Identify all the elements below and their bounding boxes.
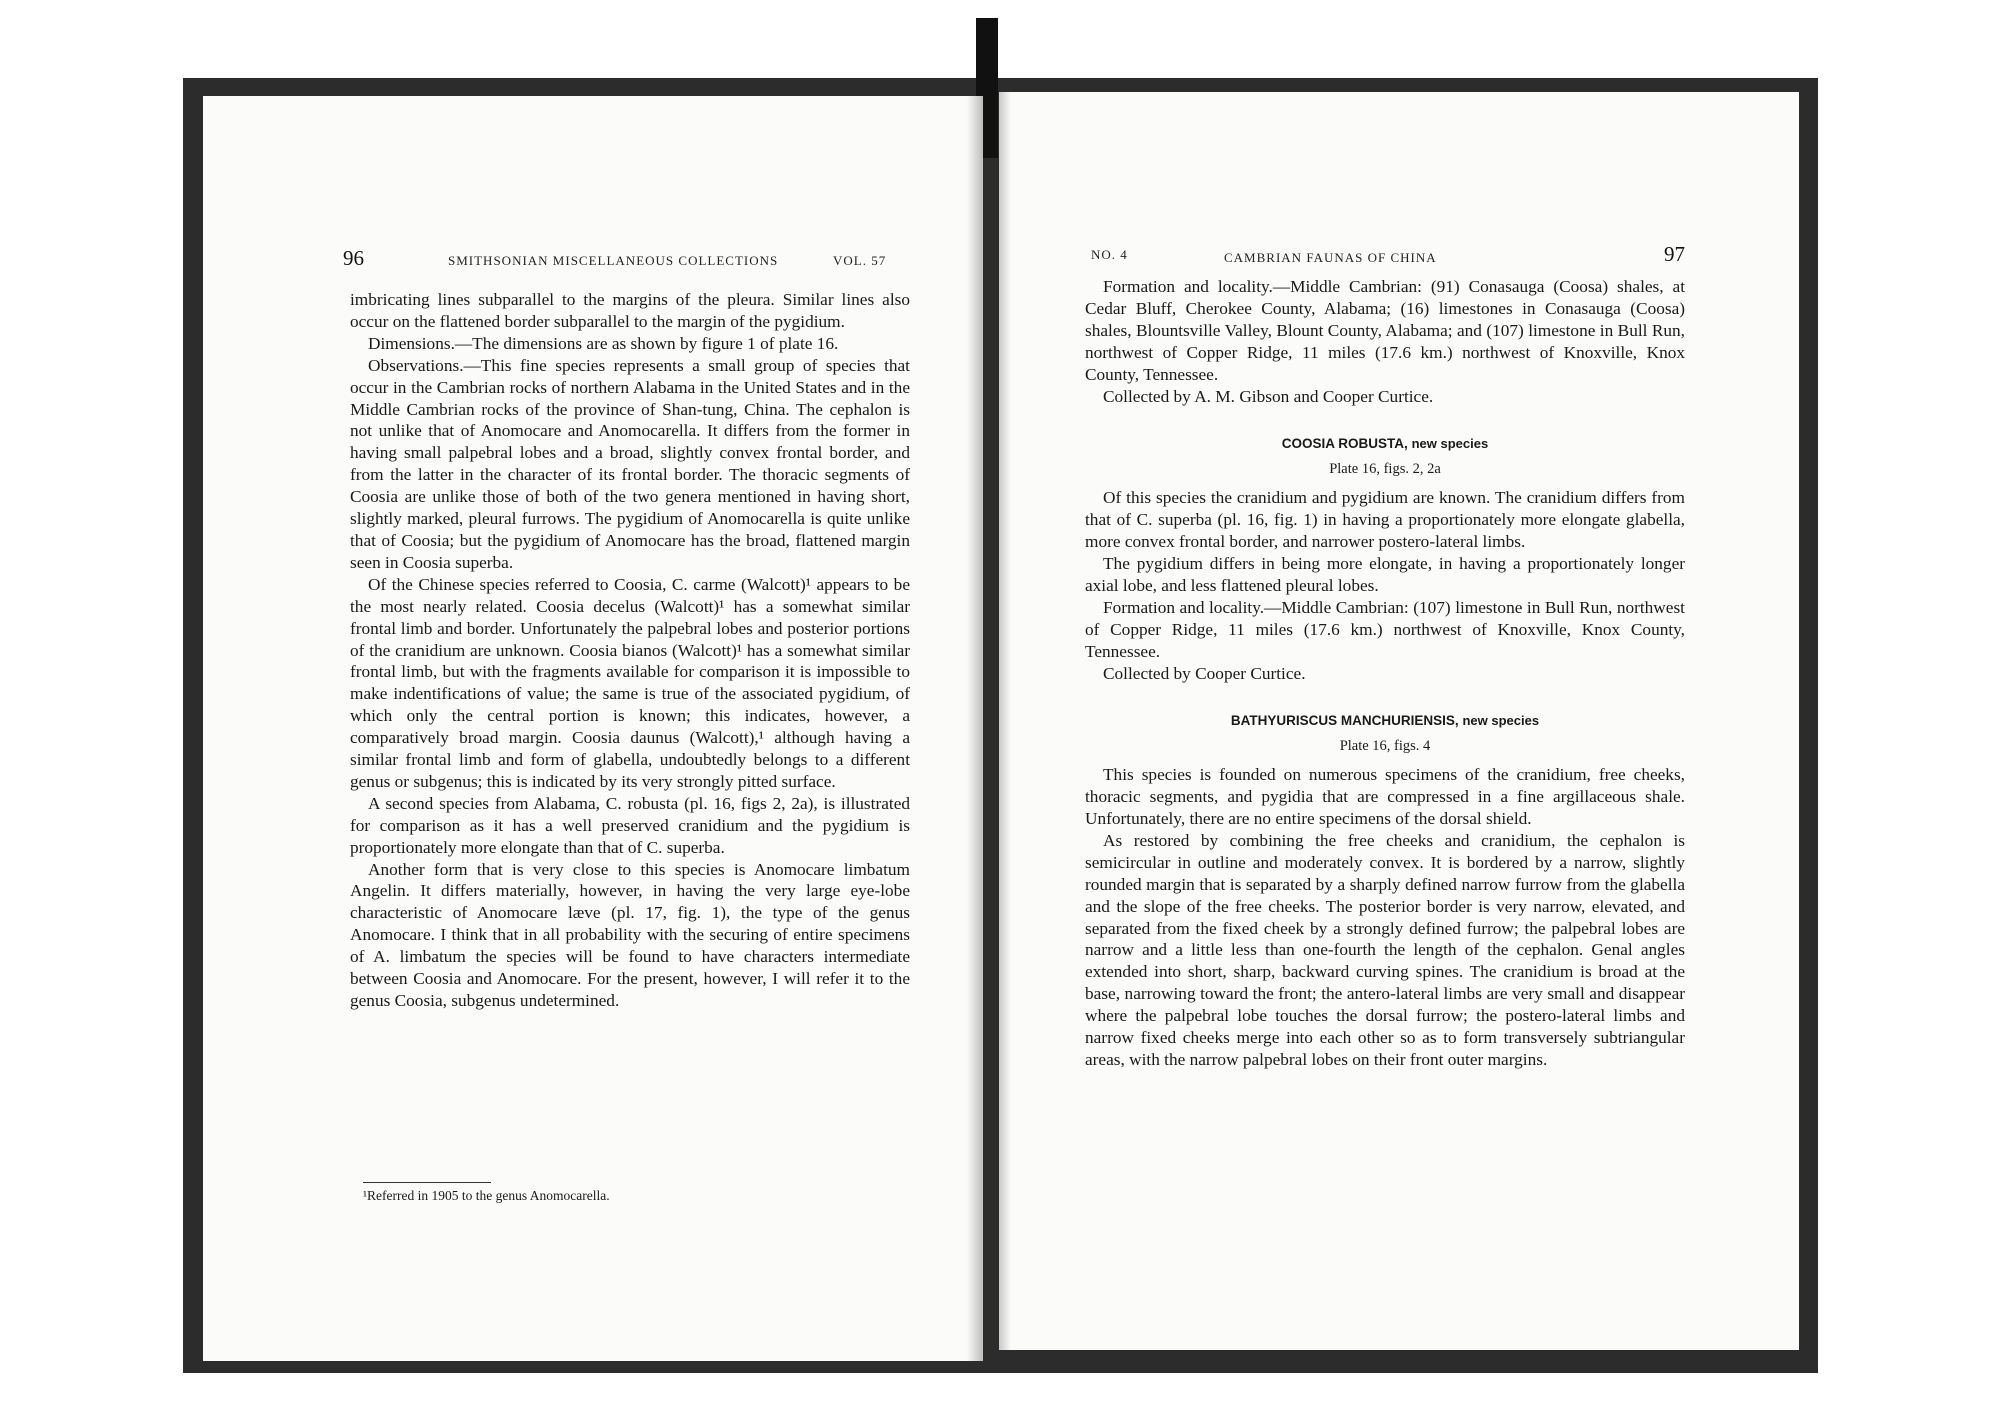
paragraph: Collected by Cooper Curtice. bbox=[1103, 663, 1306, 683]
species-heading bbox=[1085, 433, 1685, 455]
paragraph: Formation and locality.—Middle Cambrian: (107) limestone in Bull Run, northwest of Copper Ridge, 11 miles (17.6 km.) northwest of Knoxville, Knox County, Tennessee. bbox=[1085, 597, 1685, 661]
paragraph: imbricating lines subparallel to the margins of the pleura. Similar lines also occur on the flattened border subparallel to the margin of the pygidium. bbox=[350, 290, 910, 331]
species-heading bbox=[1085, 710, 1685, 732]
right-body-text bbox=[1085, 276, 1685, 1071]
species-qualifier: new species bbox=[1411, 436, 1489, 452]
paragraph: Another form that is very close to this species is Anomocare limbatum Angelin. It differs materially, however, in having the very large eye-lobe characteristic of Anomocare læve (pl. 17, fig. 1), the type of the genus Anomocare. I think that in all probability with the securing of entire specimens of A. limbatum the species will be found to have characters intermediate between Coosia and Anomocare. For the present, however, I will refer it to the genus Coosia, subgenus undetermined. bbox=[350, 859, 910, 1010]
right-page bbox=[999, 92, 1799, 1350]
open-book bbox=[183, 78, 1818, 1373]
plate-reference: Plate 16, figs. 4 bbox=[1339, 738, 1431, 755]
paragraph: This species is founded on numerous specimens of the cranidium, free cheeks, thoracic segments, and pygidia that are compressed in a fine argillaceous shale. Unfortunately, there are no entire specimens of the dorsal shield. bbox=[1085, 765, 1685, 829]
number-label: NO. 4 bbox=[1091, 247, 1128, 262]
paragraph: A second species from Alabama, C. robusta (pl. 16, figs 2, 2a), is illustrated for comparison as it has a well preserved cranidium and the pygidium is proportionately more elongate than that of C. superba. bbox=[350, 793, 910, 857]
page-number: 97 bbox=[1664, 242, 1685, 266]
plate-reference: Plate 16, figs. 2, 2a bbox=[1329, 461, 1441, 478]
species-name: COOSIA ROBUSTA, bbox=[1281, 436, 1408, 452]
running-head: CAMBRIAN FAUNAS OF CHINA bbox=[1224, 250, 1437, 265]
paragraph: The pygidium differs in being more elongate, in having a proportionately longer axial lobe, and less flattened pleural lobes. bbox=[1085, 553, 1685, 595]
species-name: BATHYURISCUS MANCHURIENSIS, bbox=[1230, 713, 1459, 729]
running-head: SMITHSONIAN MISCELLANEOUS COLLECTIONS bbox=[448, 253, 779, 268]
paragraph: Of the Chinese species referred to Coosia, C. carme (Walcott)¹ appears to be the most nearly related. Coosia decelus (Walcott)¹ has a somewhat similar frontal limb and border. Unfortunately the palpebral lobes and posterior portions of the cranidium are unknown. Coosia bianos (Walcott)¹ has a somewhat similar frontal limb, but with the fragments available for comparison it is impossible to make indentifications of value; the same is true of the associated pygidium, of which only the central portion is known; this indicates, however, a comparatively broad margin. Coosia daunus (Walcott),¹ although having a similar frontal limb and form of glabella, undoubtedly belongs to a different genus or subgenus; this is indicated by its very strongly pitted surface. bbox=[350, 574, 910, 791]
paragraph: Collected by A. M. Gibson and Cooper Curtice. bbox=[1103, 386, 1434, 406]
page-number: 96 bbox=[343, 246, 364, 270]
paragraph: Observations.—This fine species represents a small group of species that occur in the Cambrian rocks of northern Alabama in the United States and in the Middle Cambrian rocks of the province of Shan-tung, China. The cephalon is not unlike that of Anomocare and Anomocarella. It differs from the former in having small palpebral lobes and a broad, slightly convex frontal border, and from the latter in the character of its frontal border. The thoracic segments of Coosia are unlike those of both of the two genera mentioned in having short, slightly marked, pleural furrows. The pygidium of Anomocarella is quite unlike that of Coosia; but the pygidium of Anomocare has the broad, flattened margin seen in Coosia superba. bbox=[350, 355, 910, 572]
paragraph: Formation and locality.—Middle Cambrian: (91) Conasauga (Coosa) shales, at Cedar Bluff, Cherokee County, Alabama; (16) limestones in Conasauga (Coosa) shales, Blountsville Valley, Blount County, Alabama; and (107) limestone in Bull Run, northwest of Copper Ridge, 11 miles (17.6 km.) northwest of Knoxville, Knox County, Tennessee. bbox=[1085, 277, 1685, 384]
footnote-rule bbox=[363, 1182, 491, 1183]
paragraph: Of this species the cranidium and pygidium are known. The cranidium differs from that of C. superba (pl. 16, fig. 1) in having a proportionately more elongate glabella, more convex frontal border, and narrower postero-lateral limbs. bbox=[1085, 488, 1685, 552]
left-body-text bbox=[350, 289, 910, 1012]
paragraph: As restored by combining the free cheeks and cranidium, the cephalon is semicircular in outline and moderately convex. It is bordered by a narrow, slightly rounded margin that is separated by a sharply defined narrow furrow from the glabella and the slope of the free cheeks. The posterior border is very narrow, elevated, and separated from the fixed cheek by a strongly defined furrow; the palpebral lobes are narrow and a little less than one-fourth the length of the cephalon. Genal angles extended into short, sharp, backward curving spines. The cranidium is broad at the base, narrowing toward the front; the antero-lateral limbs are very small and disappear where the palpebral lobe touches the dorsal furrow; the postero-lateral limbs and narrow fixed cheeks merge into each other so as to form transversely subtriangular areas, with the narrow palpebral lobes on their front outer margins. bbox=[1085, 830, 1685, 1069]
left-page bbox=[203, 96, 983, 1361]
volume-label: VOL. 57 bbox=[833, 253, 887, 268]
footnote: ¹Referred in 1905 to the genus Anomocarella. bbox=[363, 1188, 610, 1203]
species-qualifier: new species bbox=[1462, 713, 1540, 729]
paragraph: Dimensions.—The dimensions are as shown by figure 1 of plate 16. bbox=[368, 333, 839, 353]
